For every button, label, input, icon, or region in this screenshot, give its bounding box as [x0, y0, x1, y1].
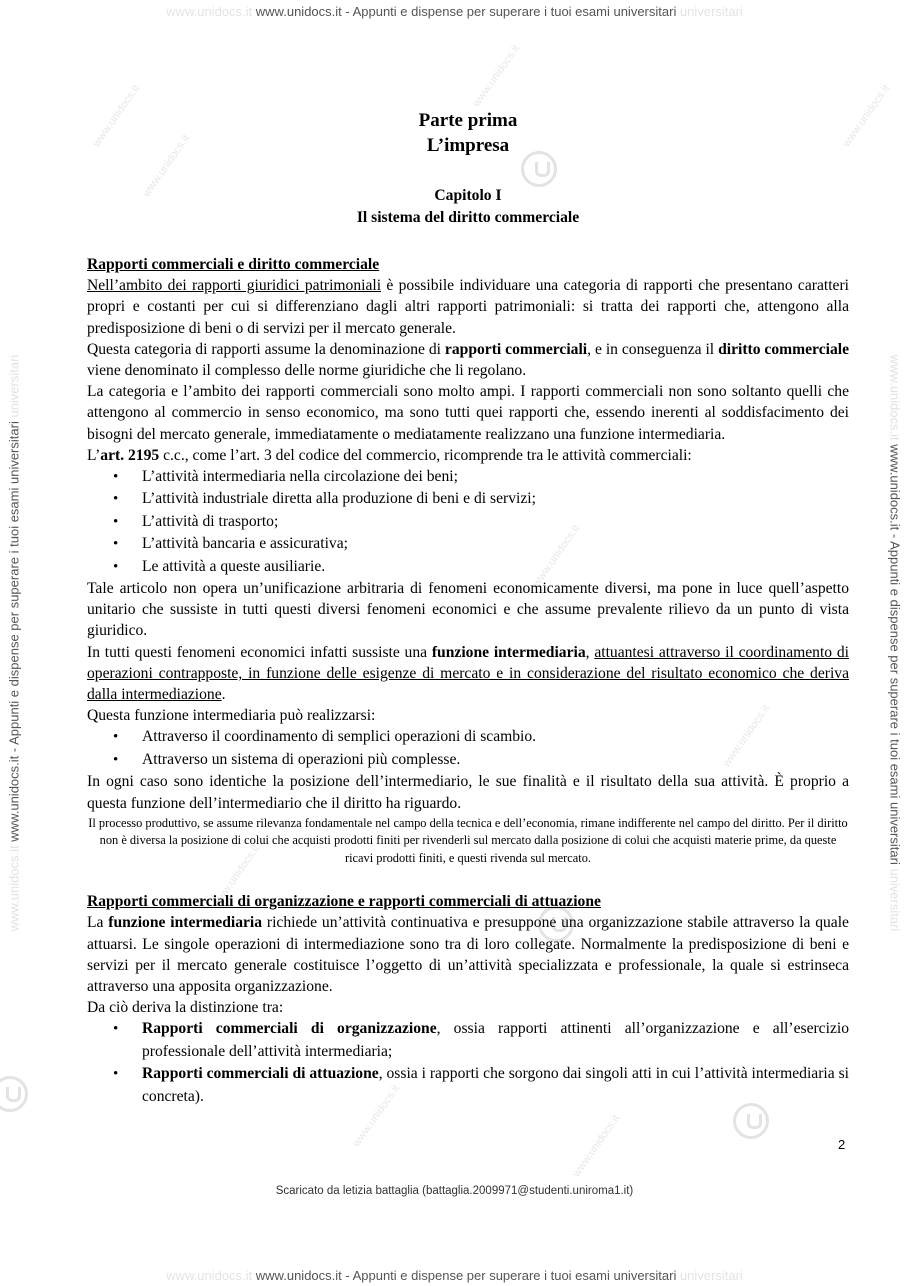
underlined-text: Nell’ambito dei rapporti giuridici patrimoniali — [87, 277, 382, 295]
watermark-text: www.unidocs.it — [90, 82, 143, 150]
watermark-text: www.unidocs.it — [210, 842, 263, 910]
paragraph: Questa funzione intermediaria può realizzarsi: — [87, 707, 376, 725]
bold-term: Rapporti commerciali di organizzazione — [142, 1020, 437, 1038]
bold-term: funzione intermediaria — [108, 914, 263, 932]
watermark-text: www.unidocs.it — [570, 1112, 623, 1180]
list-item: • L’attività di trasporto; — [87, 511, 849, 533]
paragraph: Da ciò deriva la distinzione tra: — [87, 999, 284, 1017]
bullet-list — [87, 466, 849, 578]
download-footer: Scaricato da letizia battaglia (battaglia.2009971@studenti.uniroma1.it) — [275, 1185, 634, 1197]
bold-term: Rapporti commerciali di attuazione — [142, 1065, 379, 1083]
chapter-heading: Capitolo I — [434, 187, 502, 204]
paragraph: La categoria e l’ambito dei rapporti commerciali sono molto ampi. I rapporti commerciali non sono soltanto quelli che attengono al commercio in senso economico, ma sono tutti quei rapporti che, essendo inerenti al soddisfacimento dei bisogni del mercato generale, immediatamente o mediatamente realizzano una funzione intermediaria. — [87, 383, 849, 443]
list-item — [87, 1063, 849, 1108]
paragraph — [87, 445, 849, 466]
list-item: • Attraverso il coordinamento di semplici operazioni di scambio. — [87, 726, 849, 748]
banner-text: www.unidocs.it - Appunti e dispense per superare i tuoi esami universitari — [255, 4, 677, 19]
section-heading: Rapporti commerciali di organizzazione e rapporti commerciali di attuazione — [87, 893, 601, 911]
bold-term: rapporti commerciali — [444, 340, 588, 358]
text: In tutti questi fenomeni economici infatti sussiste una — [87, 643, 432, 661]
banner-ghost-left: www.unidocs.it — [166, 4, 253, 19]
part-title: L’impresa — [426, 135, 510, 156]
bullet-list — [87, 1018, 849, 1108]
watermark-text: www.unidocs.it — [140, 132, 193, 200]
text: , ossia rapporti attinenti all’organizzazione e all’esercizio professionale dell’attività intermediaria; — [142, 1020, 849, 1060]
document-body — [87, 108, 849, 1108]
footnote-paragraph: Il processo produttivo, se assume rilevanza fondamentale nel campo della tecnica e dell’economia, rimane indifferente nel campo del diritto. Per il diritto non è diversa la posizione di colui che acquisti prodotti finiti per rivenderli sul mercato dalla posizione di colui che acquisti materie prime, da queste ricavi prodotti finiti, e questi rivenda sul mercato. — [88, 815, 848, 865]
right-side-banner[interactable] — [888, 355, 903, 932]
list-item: • Le attività a queste ausiliarie. — [87, 556, 849, 578]
paragraph — [87, 642, 849, 706]
watermark-text: www.unidocs.it — [470, 42, 523, 110]
watermark-text: www.unidocs.it — [840, 82, 893, 150]
paragraph — [87, 275, 849, 339]
watermark-text: www.unidocs.it — [530, 522, 583, 590]
watermark-text: www.unidocs.it — [720, 702, 773, 770]
text: viene denominato il complesso delle norme giuridiche che li regolano. — [87, 362, 527, 380]
chapter-title: Il sistema del diritto commerciale — [356, 209, 580, 226]
left-side-banner[interactable] — [7, 355, 22, 932]
bottom-banner[interactable] — [0, 1268, 909, 1283]
list-item: • L’attività industriale diretta alla produzione di beni e di servizi; — [87, 488, 849, 510]
paragraph — [87, 912, 849, 997]
text: c.c., come l’art. 3 del codice del commercio, ricomprende tra le attività commerciali: — [159, 446, 692, 464]
banner-text: www.unidocs.it - Appunti e dispense per superare i tuoi esami universitari — [887, 444, 903, 865]
banner-ghost-left: www.unidocs.it — [887, 354, 903, 441]
bold-term: art. 2195 — [100, 446, 160, 464]
text: . — [221, 686, 226, 704]
text: , e in conseguenza il — [587, 340, 719, 358]
text: Questa categoria di rapporti assume la denominazione di — [87, 340, 445, 358]
list-item: • L’attività bancaria e assicurativa; — [87, 533, 849, 555]
bold-term: funzione intermediaria — [431, 643, 586, 661]
page-number: 2 — [838, 1137, 846, 1152]
text: L’ — [87, 446, 101, 464]
banner-ghost-left: www.unidocs.it — [166, 1268, 253, 1283]
paragraph: In ogni caso sono identiche la posizione dell’intermediario, le sue finalità e il risultato della sua attività. È proprio a questa funzione dell’intermediario che il diritto ha riguardo. — [87, 773, 849, 812]
list-item: • L’attività intermediaria nella circolazione dei beni; — [87, 466, 849, 488]
underlined-text: attuantesi attraverso il coordinamento di operazioni contrapposte, in funzione delle esigenze di mercato e in considerazione del risultato economico che deriva dalla intermediazione — [87, 643, 850, 704]
text: richiede un’attività continuativa e presuppone una organizzazione stabile attraverso la quale attuarsi. Le singole operazioni di intermediazione sono tra di loro collegate. Normalmente la predisposizione di beni e servizi per il mercato generale costituisce l’oggetto di un’attività specializzata e professionale, la quale si estrinseca attraverso una apposita organizzazione. — [87, 914, 849, 996]
paragraph: Tale articolo non opera un’unificazione arbitraria di fenomeni economicamente diversi, ma pone in luce quell’aspetto unitario che sussiste in tutti questi diversi fenomeni economici e che assume prevalente rilievo da un punto di vista giuridico. — [87, 580, 849, 640]
banner-text: www.unidocs.it - Appunti e dispense per superare i tuoi esami universitari — [255, 1268, 677, 1283]
paragraph — [87, 339, 849, 381]
watermark-text: www.unidocs.it — [350, 1082, 403, 1150]
banner-ghost-right: universitari — [6, 354, 22, 418]
banner-ghost-right: universitari — [679, 1268, 743, 1283]
banner-ghost-left: www.unidocs.it — [6, 845, 22, 932]
list-item — [87, 1018, 849, 1063]
bold-term: diritto commerciale — [718, 340, 849, 358]
banner-ghost-right: universitari — [887, 868, 903, 932]
banner-ghost-right: universitari — [679, 4, 743, 19]
text: , ossia i rapporti che sorgono dai singoli atti in cui l’attività intermediaria si concreta). — [142, 1065, 849, 1105]
top-banner[interactable] — [0, 4, 909, 19]
bullet-list — [87, 726, 849, 771]
text: , — [585, 643, 595, 661]
unidocs-logo-icon — [733, 1103, 769, 1139]
text: La — [87, 914, 109, 932]
unidocs-logo-icon — [0, 1076, 28, 1112]
banner-text: www.unidocs.it - Appunti e dispense per superare i tuoi esami universitari — [6, 421, 22, 842]
list-item: • Attraverso un sistema di operazioni più complesse. — [87, 749, 849, 771]
part-heading: Parte prima — [418, 110, 518, 131]
text: è possibile individuare una categoria di rapporti che presentano caratteri propri e costanti per cui si differenziano dagli altri rapporti patrimoniali: si tratta dei rapporti che, attengono alla predisposizione di beni o di servizi per il mercato generale. — [87, 277, 849, 337]
section-heading: Rapporti commerciali e diritto commerciale — [87, 256, 380, 273]
